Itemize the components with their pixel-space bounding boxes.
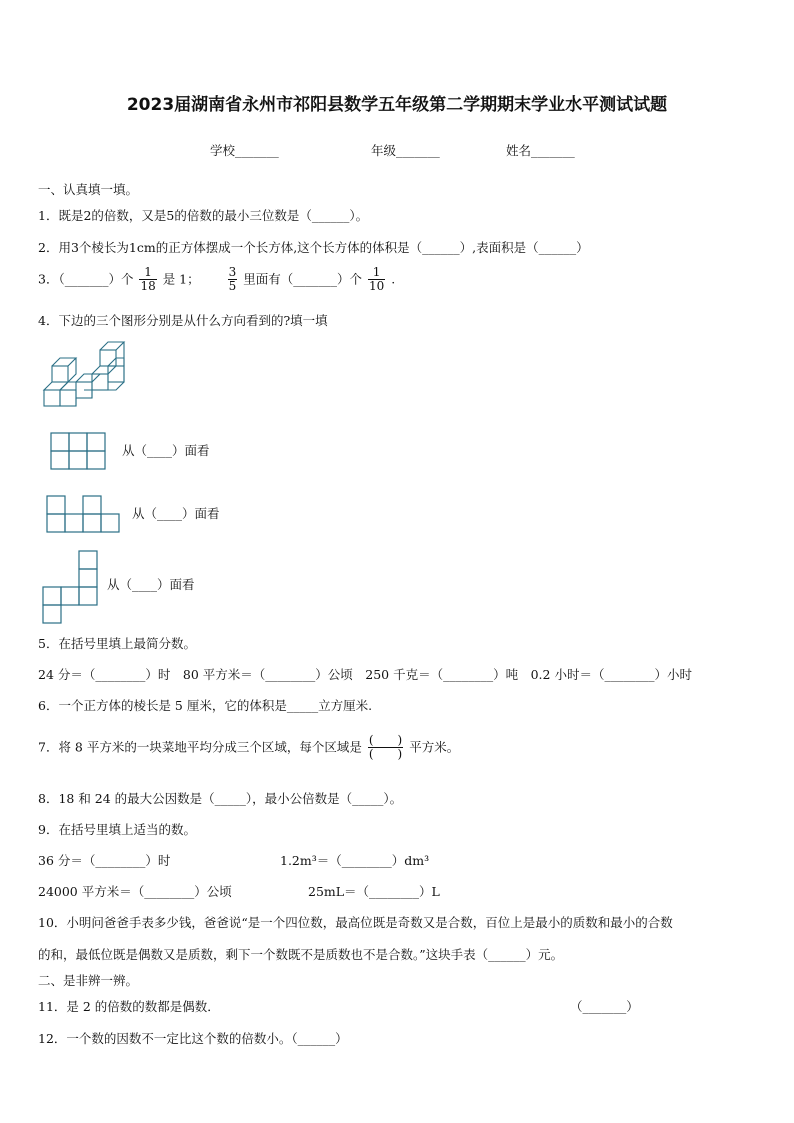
- question-6: 6．一个正方体的棱长是 5 厘米，它的体积是_____立方厘米.: [38, 698, 373, 713]
- question-11-blank[interactable]: （_______）: [570, 999, 639, 1014]
- view-1-label: 从（____）面看: [122, 443, 210, 458]
- question-4: 4．下边的三个图形分别是从什么方向看到的?填一填: [38, 313, 328, 328]
- question-5: 5．在括号里填上最简分数。: [38, 636, 196, 651]
- page-title: 2023届湖南省永州市祁阳县数学五年级第二学期期末学业水平测试试题: [126, 95, 668, 115]
- question-7: [38, 734, 459, 761]
- fraction-3-5: $\frac{3}{5}$: [228, 265, 237, 293]
- question-11: 11．是 2 的倍数的数都是偶数．: [38, 999, 220, 1014]
- view-figure-2: [46, 495, 124, 533]
- cube-stack-figure: [40, 345, 130, 410]
- q7-part-a: 7．将 8 平方米的一块菜地平均分成三个区域，每个区域是: [38, 739, 362, 755]
- q9-row2-a: 24000 平方米＝（________）公顷: [38, 884, 232, 899]
- school-field[interactable]: 学校_______: [210, 143, 279, 158]
- section-1-heading: 一、认真填一填。: [38, 182, 139, 197]
- q3-part-c: 里面有（_______）个: [243, 271, 362, 287]
- question-8: 8．18 和 24 的最大公因数是（_____），最小公倍数是（_____）。: [38, 791, 403, 806]
- section-2-heading: 二、是非辨一辨。: [38, 973, 139, 988]
- question-3: [38, 266, 395, 293]
- question-5-line: 24 分＝（________）时 80 平方米＝（________）公顷 250 千克＝（________）吨 0.2 小时＝（________）小时: [38, 667, 692, 682]
- q7-fraction: $\frac{( )}{( )}$: [368, 733, 403, 761]
- question-12: 12．一个数的因数不一定比这个数的倍数小。（______）: [38, 1031, 348, 1046]
- question-10-line-1: 10．小明问爸爸手表多少钱，爸爸说“是一个四位数，最高位既是奇数又是合数，百位上是最小的质数和最小的合数: [38, 915, 673, 930]
- grade-field[interactable]: 年级_______: [371, 143, 440, 158]
- question-2: 2．用3个棱长为1cm的正方体摆成一个长方体,这个长方体的体积是（______）,表面积是（______）: [38, 240, 589, 255]
- name-field[interactable]: 姓名_______: [506, 143, 575, 158]
- q9-row1-a: 36 分＝（________）时: [38, 853, 171, 868]
- question-1: 1．既是2的倍数，又是5的倍数的最小三位数是（______）。: [38, 208, 369, 223]
- q9-row1-b: 1.2m³＝（________）dm³: [280, 853, 430, 868]
- q3-part-a: 3．（_______）个: [38, 271, 134, 287]
- q7-part-b: 平方米。: [409, 739, 460, 755]
- fraction-1-10: $\frac{1}{10}$: [368, 265, 385, 293]
- q9-row2-b: 25mL＝（________）L: [308, 884, 440, 899]
- view-3-label: 从（____）面看: [107, 577, 195, 592]
- question-9: 9．在括号里填上适当的数。: [38, 822, 196, 837]
- view-2-label: 从（____）面看: [132, 506, 220, 521]
- q3-part-b: 是 1；: [162, 271, 200, 287]
- view-figure-3: [42, 550, 100, 625]
- view-figure-1: [50, 432, 108, 470]
- q3-part-d: .: [391, 271, 396, 287]
- question-10-line-2: 的和，最低位既是偶数又是质数，剩下一个数既不是质数也不是合数。”这块手表（______）元。: [38, 947, 564, 962]
- fraction-1-18: $\frac{1}{18}$: [140, 265, 156, 293]
